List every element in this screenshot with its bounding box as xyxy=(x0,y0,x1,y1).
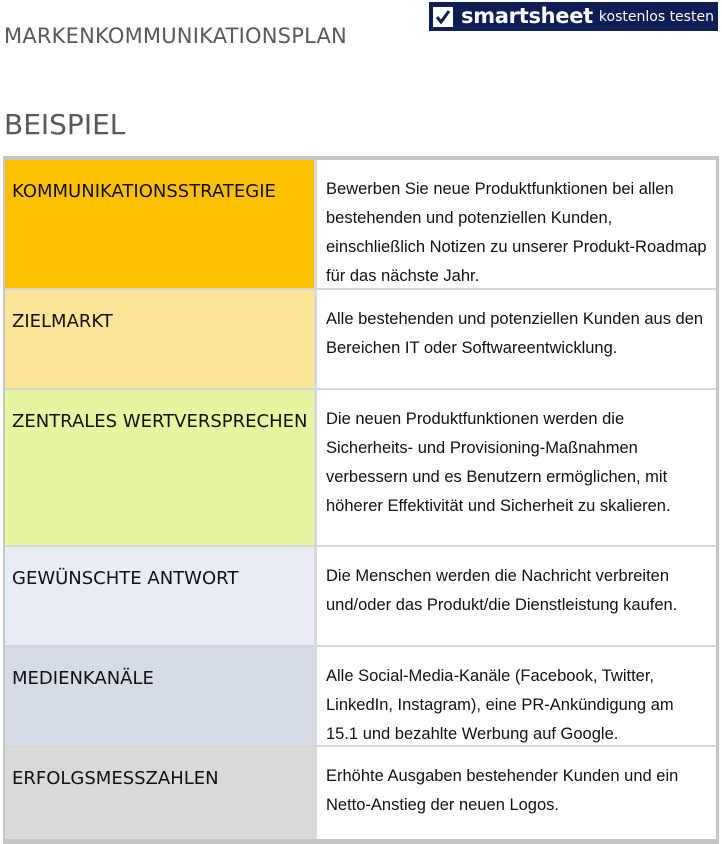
smartsheet-trial-banner[interactable] xyxy=(429,2,718,31)
row-value: Alle bestehenden und potenziellen Kunden aus den Bereichen IT oder Softwareentwicklung. xyxy=(317,290,716,388)
row-label: ZENTRALES WERTVERSPRECHEN xyxy=(5,390,317,545)
table-row xyxy=(5,160,716,288)
trial-cta: kostenlos testen xyxy=(598,9,714,25)
communication-plan-table xyxy=(3,156,719,844)
row-label: ERFOLGSMESSZAHLEN xyxy=(5,747,317,839)
row-label: KOMMUNIKATIONSSTRATEGIE xyxy=(5,160,317,288)
table-row xyxy=(5,645,716,745)
table-row xyxy=(5,545,716,645)
row-value: Die neuen Produktfunktionen werden die Sicherheits- und Provisioning-Maßnahmen verbessern und es Benutzern ermöglichen, mit höherer Effektivität und Sicherheit zu skalieren. xyxy=(317,390,716,545)
checkbox-check-icon xyxy=(433,7,453,27)
table-row xyxy=(5,745,716,839)
table-row xyxy=(5,388,716,545)
row-label: GEWÜNSCHTE ANTWORT xyxy=(5,547,317,645)
row-value: Alle Social-Media-Kanäle (Facebook, Twitter, LinkedIn, Instagram), eine PR-Ankündigung am 15.1 und bezahlte Werbung auf Google. xyxy=(317,647,716,745)
page-subtitle: BEISPIEL xyxy=(4,108,126,141)
row-label: MEDIENKANÄLE xyxy=(5,647,317,745)
row-value: Bewerben Sie neue Produktfunktionen bei allen bestehenden und potenziellen Kunden, einschließlich Notizen zu unserer Produkt-Roadmap für das nächste Jahr. xyxy=(317,160,716,288)
row-label: ZIELMARKT xyxy=(5,290,317,388)
brand-name: smartsheet xyxy=(461,4,593,28)
row-value: Die Menschen werden die Nachricht verbreiten und/oder das Produkt/die Dienstleistung kaufen. xyxy=(317,547,716,645)
page-title: MARKENKOMMUNIKATIONSPLAN xyxy=(4,24,347,48)
table-row xyxy=(5,288,716,388)
row-value: Erhöhte Ausgaben bestehender Kunden und ein Netto-Anstieg der neuen Logos. xyxy=(317,747,716,839)
